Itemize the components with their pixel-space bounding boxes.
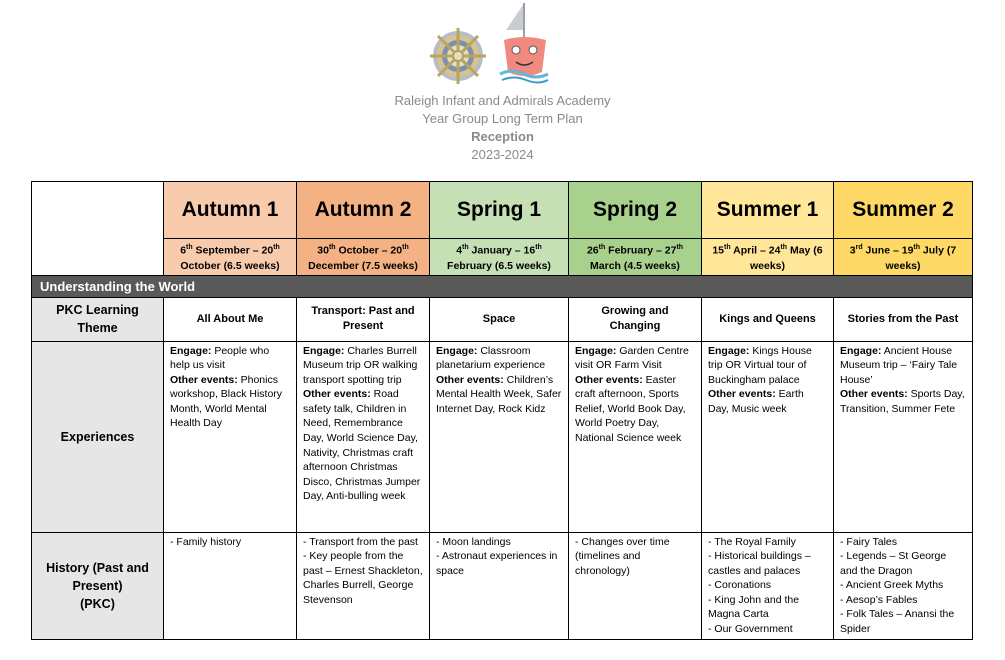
- date-text: January – 16: [468, 244, 536, 257]
- date-text: September – 20: [192, 244, 274, 257]
- ships-wheel-logo-icon: [430, 28, 486, 84]
- theme-row: [32, 297, 973, 341]
- other-events-label: Other events:: [303, 388, 371, 401]
- term-autumn-2: Autumn 2: [297, 182, 430, 239]
- experience-cell: [702, 341, 834, 532]
- date-text: July (7 weeks): [885, 244, 957, 272]
- history-item: - Transport from the past: [303, 535, 418, 548]
- other-events-text: Easter craft afternoon, Sports Relief, World Book Day, World Poetry Day, National Science week: [575, 373, 686, 445]
- term-summer-1: Summer 1: [702, 182, 834, 239]
- date-suffix: th: [462, 244, 469, 251]
- history-cell: [702, 532, 834, 639]
- history-label: History (Past and Present): [46, 560, 149, 593]
- date-suffix: th: [780, 244, 788, 251]
- history-item: - Astronaut experiences in space: [436, 550, 558, 577]
- other-events-label: Other events:: [170, 373, 238, 386]
- engage-label: Engage:: [436, 344, 478, 357]
- sailboat-logo-icon: [500, 3, 548, 83]
- history-item: - Our Government: [708, 623, 793, 636]
- term-spring-1: Spring 1: [430, 182, 569, 239]
- date-text: 15: [712, 244, 725, 257]
- history-item: - Historical buildings – castles and palaces: [708, 550, 811, 577]
- experience-cell: [164, 341, 297, 532]
- engage-text: Garden Centre visit OR Farm Visit: [575, 344, 689, 372]
- history-item: - Changes over time (timelines and chronology): [575, 535, 670, 577]
- history-cell: [569, 532, 702, 639]
- academic-year: 2023-2024: [471, 147, 534, 162]
- history-row: [32, 532, 973, 639]
- experience-cell: [569, 341, 702, 532]
- date-text: February (6.5 weeks): [447, 259, 551, 272]
- history-item: - Key people from the past – Ernest Shackleton, Charles Burrell, George Stevenson: [303, 550, 423, 606]
- date-text: May (6 weeks): [749, 244, 823, 272]
- dates-summer-1: [702, 239, 834, 276]
- engage-text: People who help us visit: [170, 344, 270, 372]
- section-title: Understanding the World: [32, 275, 973, 297]
- date-suffix: th: [535, 244, 542, 251]
- history-item: - Folk Tales – Anansi the Spider: [840, 608, 955, 636]
- history-cell: [430, 532, 569, 639]
- date-suffix: th: [676, 244, 684, 251]
- theme-cell: All About Me: [164, 297, 297, 341]
- other-events-text: Children’s Mental Health Week, Safer Internet Day, Rock Kidz: [436, 373, 562, 415]
- date-suffix: th: [402, 244, 409, 251]
- other-events-text: Sports Day, Transition, Summer Fete: [840, 388, 965, 415]
- engage-text: Classroom planetarium experience: [436, 344, 546, 372]
- date-text: 3: [849, 244, 856, 257]
- row-header-experiences: Experiences: [32, 341, 164, 532]
- date-suffix: th: [724, 244, 731, 251]
- engage-text: Kings House trip OR Virtual tour of Buckingham palace: [708, 344, 812, 386]
- date-text: 6: [180, 244, 187, 257]
- history-item: - Ancient Greek Myths: [840, 579, 944, 592]
- term-name-row: [32, 182, 973, 239]
- experience-cell: [297, 341, 430, 532]
- dates-spring-1: [430, 239, 569, 276]
- other-events-label: Other events:: [436, 373, 504, 386]
- date-suffix: rd: [855, 244, 863, 251]
- dates-summer-2: [834, 239, 973, 276]
- school-logo: [420, 0, 560, 90]
- plan-title: Year Group Long Term Plan: [422, 111, 583, 126]
- history-item: - Fairy Tales: [840, 535, 897, 548]
- date-suffix: th: [913, 244, 921, 251]
- history-cell: [834, 532, 973, 639]
- engage-label: Engage:: [708, 344, 750, 357]
- date-text: 30: [317, 244, 329, 257]
- date-suffix: th: [328, 244, 336, 251]
- date-text: April – 24: [730, 244, 781, 257]
- other-events-text: Phonics workshop, Black History Month, World Mental Health Day: [170, 373, 283, 430]
- year-group: Reception: [471, 129, 534, 144]
- date-text: June – 19: [862, 244, 914, 257]
- dates-spring-2: [569, 239, 702, 276]
- other-events-text: Road safety talk, Children in Need, Remembrance Day, World Science Day, Nativity, Christmas craft afternoon Christmas Disco, Christmas Jumper Day, Anti-bulling week: [303, 388, 421, 503]
- date-text: March (4.5 weeks): [590, 259, 680, 272]
- date-suffix: th: [186, 244, 193, 251]
- term-autumn-1: Autumn 1: [164, 182, 297, 239]
- history-cell: [164, 532, 297, 639]
- engage-label: Engage:: [303, 344, 345, 357]
- other-events-label: Other events:: [708, 388, 776, 401]
- theme-cell: Stories from the Past: [834, 297, 973, 341]
- school-name: Raleigh Infant and Admirals Academy: [394, 93, 611, 108]
- history-item: - Coronations: [708, 579, 772, 592]
- date-text: February – 27: [605, 244, 677, 257]
- history-item: - Aesop’s Fables: [840, 593, 918, 606]
- engage-text: Ancient House Museum trip – ‘Fairy Tale House’: [840, 344, 958, 386]
- date-suffix: th: [273, 244, 280, 251]
- row-header-history: [32, 532, 164, 639]
- date-text: October (6.5 weeks): [180, 259, 280, 272]
- date-text: December (7.5 weeks): [308, 259, 418, 272]
- section-row: [32, 275, 973, 297]
- history-label-pkc: (PKC): [80, 596, 115, 611]
- history-item: - The Royal Family: [708, 535, 796, 548]
- term-spring-2: Spring 2: [569, 182, 702, 239]
- engage-label: Engage:: [575, 344, 617, 357]
- document-header: [0, 92, 1005, 164]
- history-item: - King John and the Magna Carta: [708, 593, 800, 621]
- theme-cell: Space: [430, 297, 569, 341]
- date-suffix: th: [598, 244, 606, 251]
- experience-cell: [430, 341, 569, 532]
- other-events-label: Other events:: [840, 388, 908, 401]
- term-dates-row: [32, 239, 973, 276]
- row-header-theme: PKC Learning Theme: [32, 297, 164, 341]
- theme-cell: Transport: Past and Present: [297, 297, 430, 341]
- theme-cell: Growing and Changing: [569, 297, 702, 341]
- experiences-row: [32, 341, 973, 532]
- other-events-label: Other events:: [575, 373, 643, 386]
- other-events-text: Earth Day, Music week: [708, 388, 804, 415]
- date-text: 4: [456, 244, 463, 257]
- history-item: - Family history: [170, 535, 242, 548]
- history-cell: [297, 532, 430, 639]
- corner-cell: [32, 182, 164, 276]
- long-term-plan-table: [31, 181, 973, 640]
- date-text: 26: [586, 244, 599, 257]
- engage-text: Charles Burrell Museum trip OR walking transport spotting trip: [303, 344, 418, 386]
- history-item: - Moon landings: [436, 535, 511, 548]
- date-text: October – 20: [335, 244, 403, 257]
- theme-cell: Kings and Queens: [702, 297, 834, 341]
- history-item: - Legends – St George and the Dragon: [840, 550, 947, 577]
- experience-cell: [834, 341, 973, 532]
- engage-label: Engage:: [840, 344, 882, 357]
- term-summer-2: Summer 2: [834, 182, 973, 239]
- dates-autumn-2: [297, 239, 430, 276]
- dates-autumn-1: [164, 239, 297, 276]
- engage-label: Engage:: [170, 344, 212, 357]
